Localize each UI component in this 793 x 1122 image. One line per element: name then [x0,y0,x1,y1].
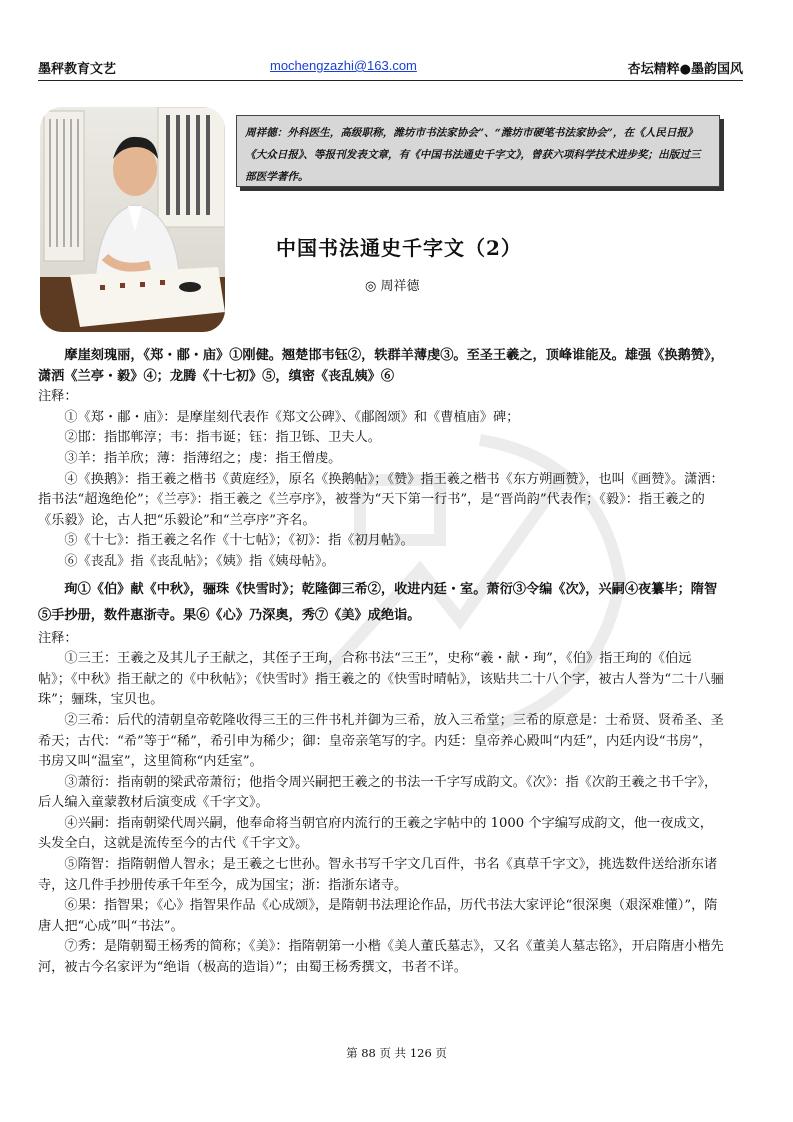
poem-stanza-1: 摩崖刻瑰丽，《郑・郙・庙》①刚健。翘楚邯韦钰②，轶群羊薄虔③。至圣王羲之，顶峰谁能及。雄强《换鹅赞》，潇洒《兰亭・毅》④；龙腾《十七初》⑤，缜密《丧乱姨》⑥ [38,348,724,384]
note-item: ①三王：王羲之及其儿子王献之，其侄子王珣，合称书法“三王”，史称“羲・献・珣”，《伯》指王珣的《伯远帖》；《中秋》指王献之的《中秋帖》；《快雪时》指王羲之的《快雪时晴帖》，该贴共二十八个字，被古人誉为“二十八骊珠”；骊珠，宝贝也。 [38,651,724,708]
note-item: ⑥果：指智果；《心》指智果作品《心成颂》，是隋朝书法理论作品，历代书法大家评论“很深奥（艰深难懂）”，隋唐人把“心成”叫“书法”。 [38,898,718,934]
page-header [38,58,743,78]
notes-label-2: 注释： [38,630,78,646]
email-link[interactable]: mochengzazhi@163.com [270,58,417,73]
note-item: ②三希：后代的清朝皇帝乾隆收得三王的三件书札并御为三希，放入三希堂；三希的原意是：士希贤、贤希圣、圣希天；古代：“希”等于“稀”，希引申为稀少；御：皇帝亲笔写的字。内廷：皇帝养心殿叫“内廷”，内廷内设“书房”，书房又叫“温室”，这里简称“内廷室”。 [38,712,724,770]
author-bio-name: 周祥德： [245,127,288,139]
note-item: ④《换鹅》：指王羲之楷书《黄庭经》，原名《换鹅帖》；《赞》指王羲之楷书《东方朔画赞》，也叫《画赞》。潇洒：指书法“超逸绝伦”；《兰亭》：指王羲之《兰亭序》，被誉为“天下第一行书”，是“晋尚韵”代表作；《毅》：指王羲之的《乐毅》论，古人把“乐毅论”和“兰亭序”齐名。 [38,471,724,528]
magazine-name: 墨秤教育文艺 [38,62,117,77]
page-number: 第 88 页 共 126 页 [346,1046,447,1060]
article-body [38,346,724,979]
note-item: ⑤隋智：指隋朝僧人智永；是王羲之七世孙。智永书写千字文几百件，书名《真草千字文》，挑选数件送给浙东诸寺，这几件手抄册传承千年至今，成为国宝；浙：指浙东诸寺。 [38,857,718,893]
note-item: ①《郑・郙・庙》：是摩崖刻代表作《郑文公碑》、《郙阁颂》和《曹植庙》碑； [64,409,520,425]
note-item: ④兴嗣：指南朝梁代周兴嗣，他奉命将当朝官府内流行的王羲之字帖中的 1000 个字编写成韵文，他一夜成文，头发全白，这就是流传至今的古代《千字文》。 [38,815,713,852]
note-item: ②邯：指邯郸淳；韦：指韦诞；钰：指卫铄、卫夫人。 [64,430,381,446]
note-item: ③羊：指羊欣；薄：指薄绍之；虔：指王僧虔。 [64,450,342,466]
note-item: ⑦秀：是隋朝蜀王杨秀的简称；《美》：指隋朝第一小楷《美人董氏墓志》，又名《董美人墓志铭》，开启隋唐小楷先河，被古今名家评为“绝诣（极高的造诣）”；由蜀王杨秀撰文，书者不详。 [38,939,724,976]
note-item: ⑤《十七》：指王羲之名作《十七帖》；《初》：指《初月帖》。 [64,533,414,549]
poem-stanza-2: 珣①《伯》献《中秋》，骊珠《快雪时》；乾隆御三希②，收进内廷・室。萧衍③令编《次》，兴嗣④夜纂毕；隋智⑤手抄册，数件惠浙寺。果⑥《心》乃深奥，秀⑦《美》成绝诣。 [38,581,718,623]
author-bio-box [236,115,720,187]
note-item: ⑥《丧乱》指《丧乱帖》；《姨》指《姨母帖》。 [64,553,335,569]
author-photo [40,107,225,332]
author-bio-text: 外科医生，高级职称，潍坊市书法家协会”、“潍坊市硬笔书法家协会”，在《人民日报》《大众日报》、等报刊发表文章，有《中国书法通史千字文》，曾获六项科学技术进步奖；出版过三部医学著作。 [245,127,701,183]
note-item: ③萧衍：指南朝的梁武帝萧衍；他指令周兴嗣把王羲之的书法一千字写成韵文。《次》：指《次韵王羲之书千字》，后人编入童蒙教材后演变成《千字文》。 [38,774,718,811]
article-title: 中国书法通史千字文（2） [276,236,522,260]
notes-label-1: 注释： [38,389,78,405]
header-divider [38,80,743,81]
article-author: ◎ 周祥德 [365,279,420,294]
column-name: 杏坛精粹●墨韵国风 [627,62,743,77]
